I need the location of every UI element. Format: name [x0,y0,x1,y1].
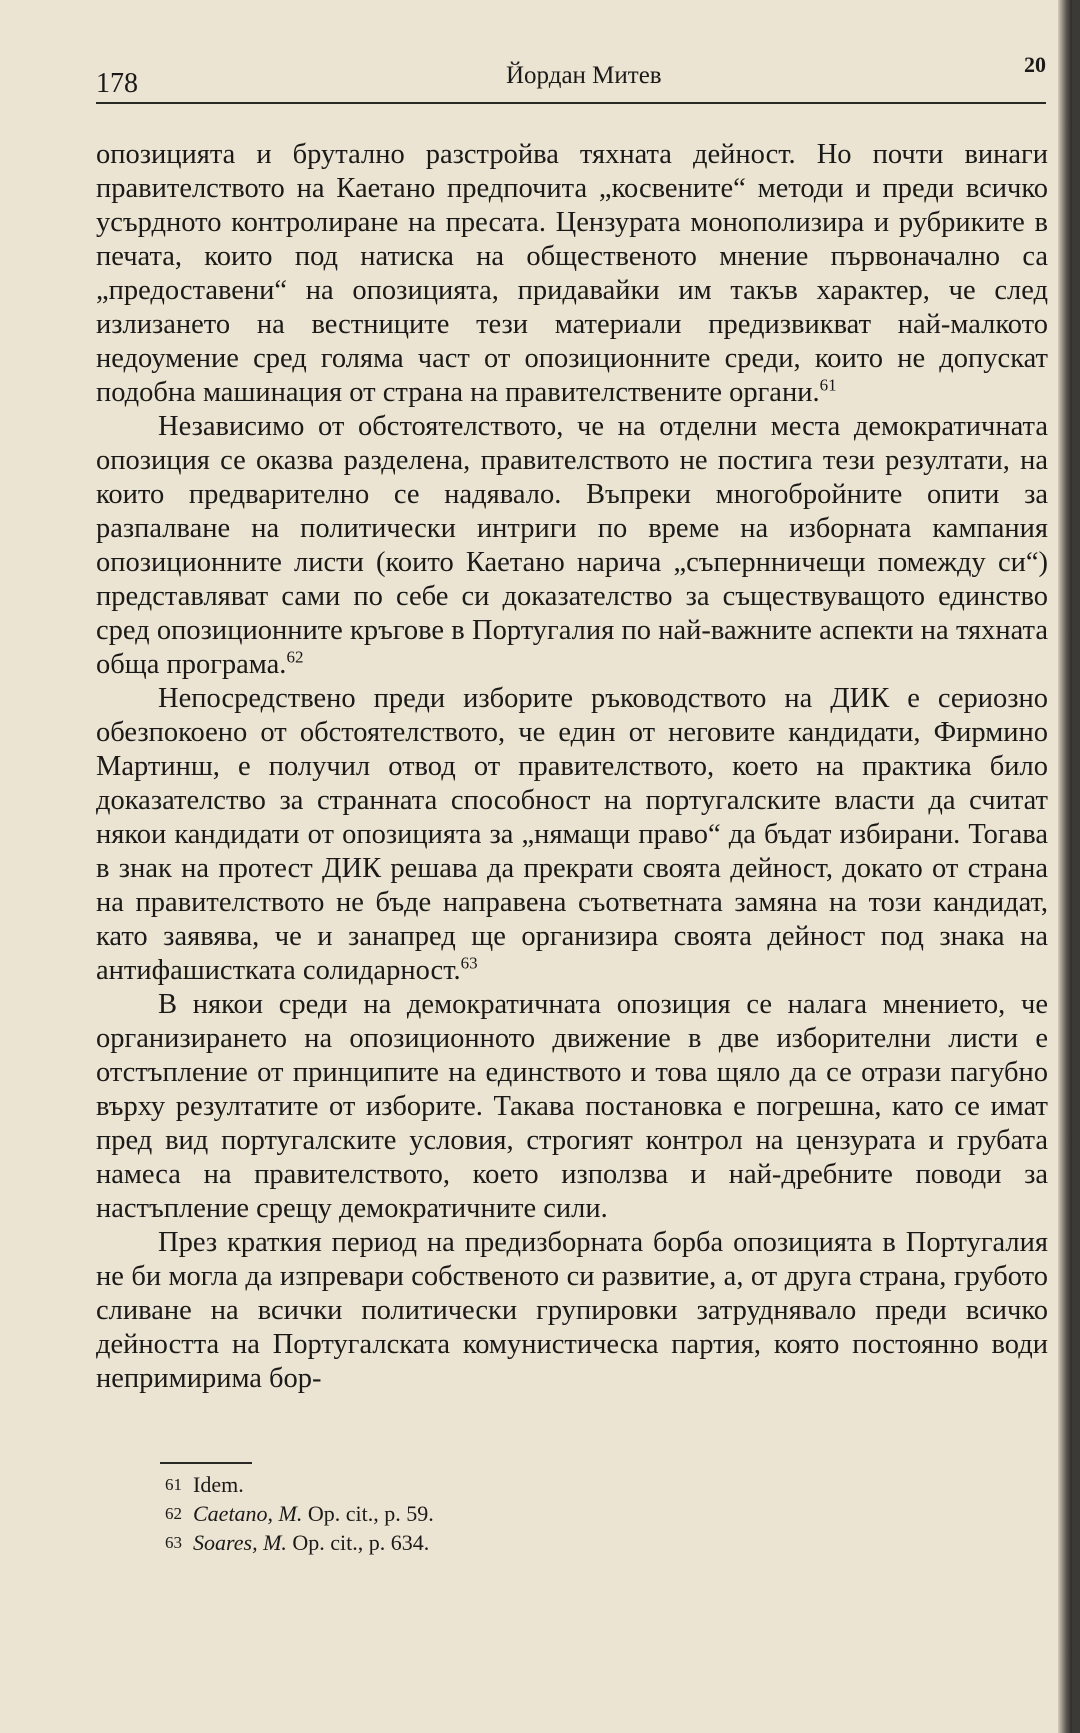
footnote: 63 Soares, M. Op. cit., p. 634. [165,1530,430,1555]
page-header [96,52,1048,104]
footnote-rule [160,1462,252,1464]
footnote-ref-61: 61 [819,375,837,395]
footnote: 62 Caetano, M. Op. cit., p. 59. [165,1501,434,1526]
footnote: 61 Idem. [165,1472,244,1497]
page-edge [1058,0,1072,1733]
page-number: 178 [96,68,138,99]
sheet-number: 20 [1024,52,1046,77]
footnote-ref-63: 63 [460,953,478,973]
body-text [96,138,1048,1396]
footnote-number: 63 [165,1533,182,1552]
paragraph-4: В някои среди на демократичната опозиция се налага мнението, че организирането на опозиционното движение в две изборителни листи е отстъпление от принципите на единството и това щяло да се отрази пагубно върху резултатите от изборите. Такава постановка е погрешна, като се имат пред вид португалските условия, строгият контрол на цензурата и грубата намеса на правителството, което използва и най-дребните поводи за настъпление срещу демократичните сили. [96,989,1048,1224]
footnote-number: 61 [165,1475,182,1494]
header-rule [96,102,1046,104]
footnote-number: 62 [165,1504,182,1523]
paragraph-2: Независимо от обстоятелството, че на отделни места демократичната опозиция се оказва разделена, правителството не постига тези резултати, на които предварително се надявало. Въпреки многобройните опити за разпалване на политически интриги по време на изборната кампания опозиционните листи (които Каетано нарича „съпернничещи помежду си“) представляват сами по себе си доказателство за съществуващото единство сред опозиционните кръгове в Португалия по най-важните аспекти на тяхната обща програма.$^{62}$ [96,411,1048,680]
paragraph-1: опозицията и брутално разстройва тяхната дейност. Но почти винаги правителството на Каетано предпочита „косвените“ методи и преди всичко усърдното контролиране на пресата. Цензурата монополизира и рубриките в печата, които под натиска на общественото мнение първоначално са „предоставени“ на опозицията, придавайки им такъв характер, че след излизането на вестниците тези материали предизвикват най-малкото недоумение сред голяма част от опозиционните среди, които не допускат подобна машинация от страна на правителствените органи.$^{61}$ [96,139,1048,408]
paragraph-5: През краткия период на предизборната борба опозицията в Португалия не би могла да изпревари собственото си развитие, а, от друга страна, грубото сливане на всички политически групировки затруднявало преди всичко дейността на Португалската комунистическа партия, която постоянно води непримирима бор- [96,1227,1048,1394]
running-title: Йордан Митев [506,62,662,89]
footnote-ref-62: 62 [286,647,304,667]
footnotes [165,1470,865,1557]
paragraph-3: Непосредствено преди изборите ръководството на ДИК е сериозно обезпокоено от обстоятелството, че един от неговите кандидати, Фирмино Мартинш, е получил отвод от правителството, което на практика било доказателство за странната способност на португалските власти да считат някои кандидати от опозицията за „нямащи право“ да бъдат избирани. Тогава в знак на протест ДИК решава да прекрати своята дейност, докато от страна на правителството не бъде направена съответната замяна на този кандидат, като заявява, че и занапред ще организира своята дейност под знака на антифашистката солидарност.$^{63}$ [96,683,1048,986]
